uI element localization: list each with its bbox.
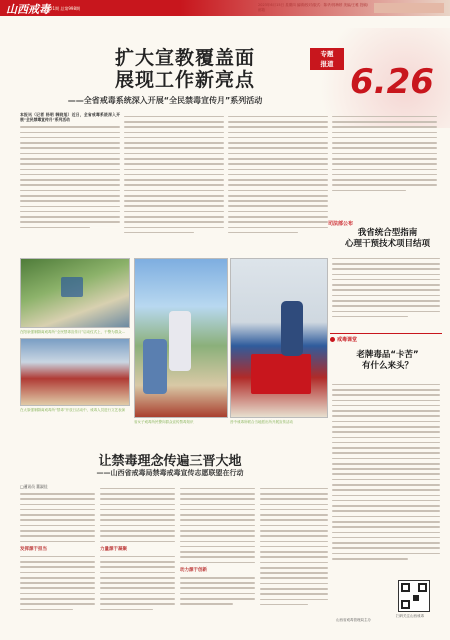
photo-ceremony: [20, 258, 130, 328]
feature-subhead-2: 力量源于凝聚: [100, 547, 127, 553]
feature-column-3: [180, 484, 255, 634]
feature-subtitle: ——山西省戒毒局禁毒戒毒宣传志愿联盟在行动: [96, 469, 244, 477]
feature-byline: □通讯员 董淑佳: [20, 484, 48, 489]
feature-subhead-1: 发挥源于担当: [20, 547, 47, 553]
sidebar-2-kicker-text: 戒毒课堂: [337, 337, 358, 343]
sidebar-1-kicker: 司法部公布: [328, 221, 354, 227]
photo-caption-3: 省女子戒毒所民警向群众宣传禁毒知识: [134, 420, 194, 424]
sidebar-1-title-line-1: 我省统合型指南: [357, 228, 418, 238]
lead-column-2: [124, 112, 224, 252]
sidebar-2-body: [332, 380, 440, 575]
footer-note: 山西省戒毒管理局主办: [336, 618, 371, 622]
sidebar-2-title: [330, 350, 445, 372]
pill-icon: [330, 337, 335, 342]
photo-women-outreach: [134, 258, 228, 418]
feature-column-4: [260, 484, 328, 634]
newspaper-name: 山西戒毒: [6, 3, 50, 16]
qr-code[interactable]: [398, 580, 430, 612]
issue-meta: 第21期 总第998期: [46, 6, 80, 11]
lead-byline: 本报讯（记者 杨明 韩晓旭）近日，全省戒毒系统深入开展“全民禁毒宣传月”系列活动: [20, 112, 120, 123]
masthead-decor: [374, 3, 444, 13]
feature-column-1: [20, 484, 95, 634]
lead-title: [70, 48, 300, 92]
feature-subhead-3: 动力源于创新: [180, 568, 207, 574]
sidebar-2-kicker: [330, 336, 357, 343]
lead-column-3: [228, 112, 328, 252]
sidebar-divider: [330, 333, 442, 334]
photo-police-stall: [230, 258, 328, 418]
feature-column-2: [100, 484, 175, 634]
issue-info: 2023年6月15日 星期四 编辑/校对/版式：陈华/郭梅婷 美编/王雅 投稿/邮箱: [258, 3, 368, 12]
lead-subtitle: ——全省戒毒系统深入开展“全民禁毒宣传月”系列活动: [67, 96, 263, 105]
date-626: 6.26: [350, 62, 434, 102]
photo-caption-1: 在阳泉强制隔离戒毒所“全民禁毒宣传月”启动仪式上，干警为群众...: [20, 330, 125, 334]
photo-performance: [20, 338, 130, 406]
photo-caption-4: 晋中戒毒所联合当地派出所开展宣传活动: [230, 420, 293, 424]
lead-column-4: [332, 112, 437, 212]
special-report-tag: [310, 48, 344, 70]
lead-title-line-1: 扩大宣教覆盖面: [114, 47, 255, 69]
tag-line-1: 专题: [320, 50, 334, 58]
sidebar-1-title: [330, 228, 445, 250]
feature-title: 让禁毒理念传遍三晋大地: [98, 454, 242, 469]
tag-line-2: 报道: [320, 60, 334, 68]
sidebar-1-body: [332, 254, 440, 330]
photo-caption-2: 在太原强制隔离戒毒所“禁毒”开放日活动中，戒毒人员进行文艺表演: [20, 408, 126, 412]
lead-column-1: [20, 112, 120, 252]
sidebar-1-title-line-2: 心理干预技术项目结项: [344, 239, 430, 249]
sidebar-2-title-line-2: 有什么来头？: [361, 361, 413, 371]
lead-title-line-2: 展现工作新亮点: [114, 68, 255, 91]
qr-label: 扫码关注山西戒毒: [396, 614, 424, 618]
sidebar-2-title-line-1: 老牌毒品“卡苦”: [356, 350, 419, 360]
